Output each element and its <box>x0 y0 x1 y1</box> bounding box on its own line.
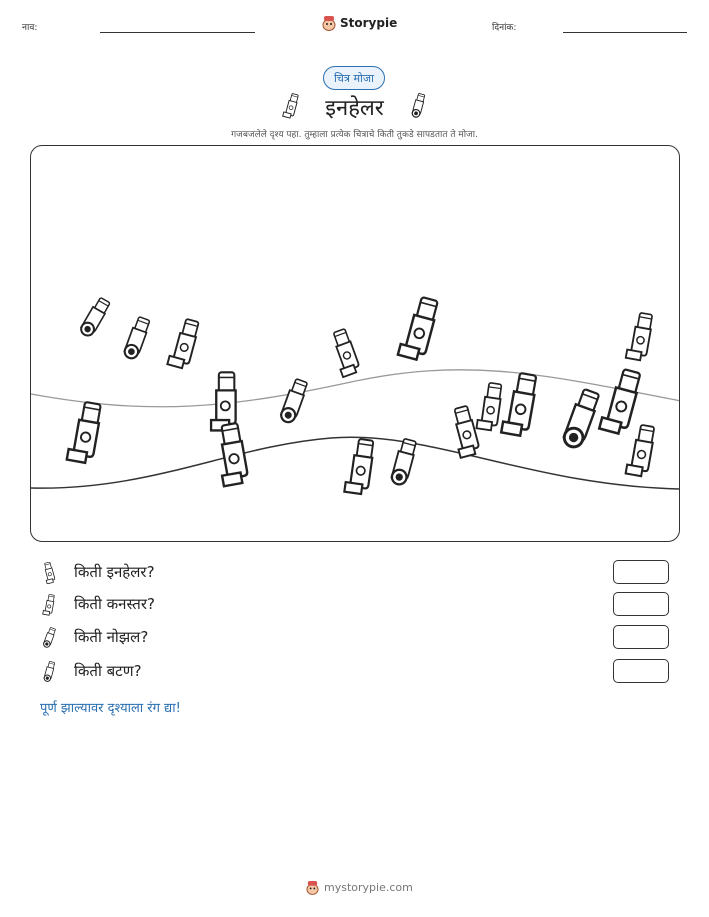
counting-scene <box>30 145 680 542</box>
question-row <box>40 625 672 649</box>
date-label: दिनांक: <box>492 23 517 33</box>
inhaler-icon <box>79 297 111 339</box>
question-row <box>40 592 672 616</box>
footer <box>306 880 413 895</box>
inhaler-icon <box>40 562 58 584</box>
question-text: किती कनस्तर? <box>74 595 155 613</box>
inhaler-icon <box>409 93 427 119</box>
question-row <box>40 560 672 584</box>
canister-icon <box>40 594 58 616</box>
page-title: इनहेलर <box>325 96 384 121</box>
answer-box[interactable] <box>613 659 669 683</box>
inhaler-icon <box>599 367 641 436</box>
question-text: किती इनहेलर? <box>74 563 155 581</box>
inhaler-icon <box>448 405 480 457</box>
brand-logo <box>322 13 397 33</box>
answer-box[interactable] <box>613 592 669 616</box>
footer-url: mystorypie.com <box>324 881 413 894</box>
inhaler-icon <box>501 371 537 436</box>
storypie-mascot-icon <box>322 15 336 31</box>
inhaler-icon <box>67 400 102 463</box>
coloring-instruction: पूर्ण झाल्यावर दृश्याला रंग द्या! <box>40 701 181 716</box>
inhaler-icon <box>123 316 151 361</box>
date-field[interactable] <box>563 32 687 33</box>
name-label: नाव: <box>22 23 38 33</box>
inhaler-icon <box>398 295 439 362</box>
button-inhaler-icon <box>40 661 58 683</box>
inhaler-icon <box>328 328 361 377</box>
question-row <box>40 659 672 683</box>
inhaler-icon <box>214 423 249 486</box>
question-text: किती बटण? <box>74 662 142 680</box>
nozzle-icon <box>40 627 58 649</box>
inhaler-icon <box>476 382 502 431</box>
inhaler-icon <box>626 424 656 478</box>
answer-box[interactable] <box>613 560 669 584</box>
scene-drawing <box>31 146 680 542</box>
inhaler-icon <box>279 378 308 424</box>
question-text: किती नोझल? <box>74 628 149 646</box>
inhaler-icon <box>562 388 601 450</box>
inhaler-icon <box>211 372 236 430</box>
answer-box[interactable] <box>613 625 669 649</box>
instructions: गजबजलेले दृश्य पहा. तुम्हाला प्रत्येक चित्राचे किती तुकडे सापडतात ते मोजा. <box>231 130 478 140</box>
name-field[interactable] <box>100 32 255 33</box>
storypie-mascot-icon <box>306 880 319 895</box>
inhaler-icon <box>626 312 654 362</box>
activity-badge: चित्र मोजा <box>323 66 385 90</box>
inhaler-icon <box>390 438 417 486</box>
inhaler-icon <box>167 317 199 369</box>
inhaler-icon <box>344 438 374 495</box>
brand-name: Storypie <box>340 16 398 30</box>
